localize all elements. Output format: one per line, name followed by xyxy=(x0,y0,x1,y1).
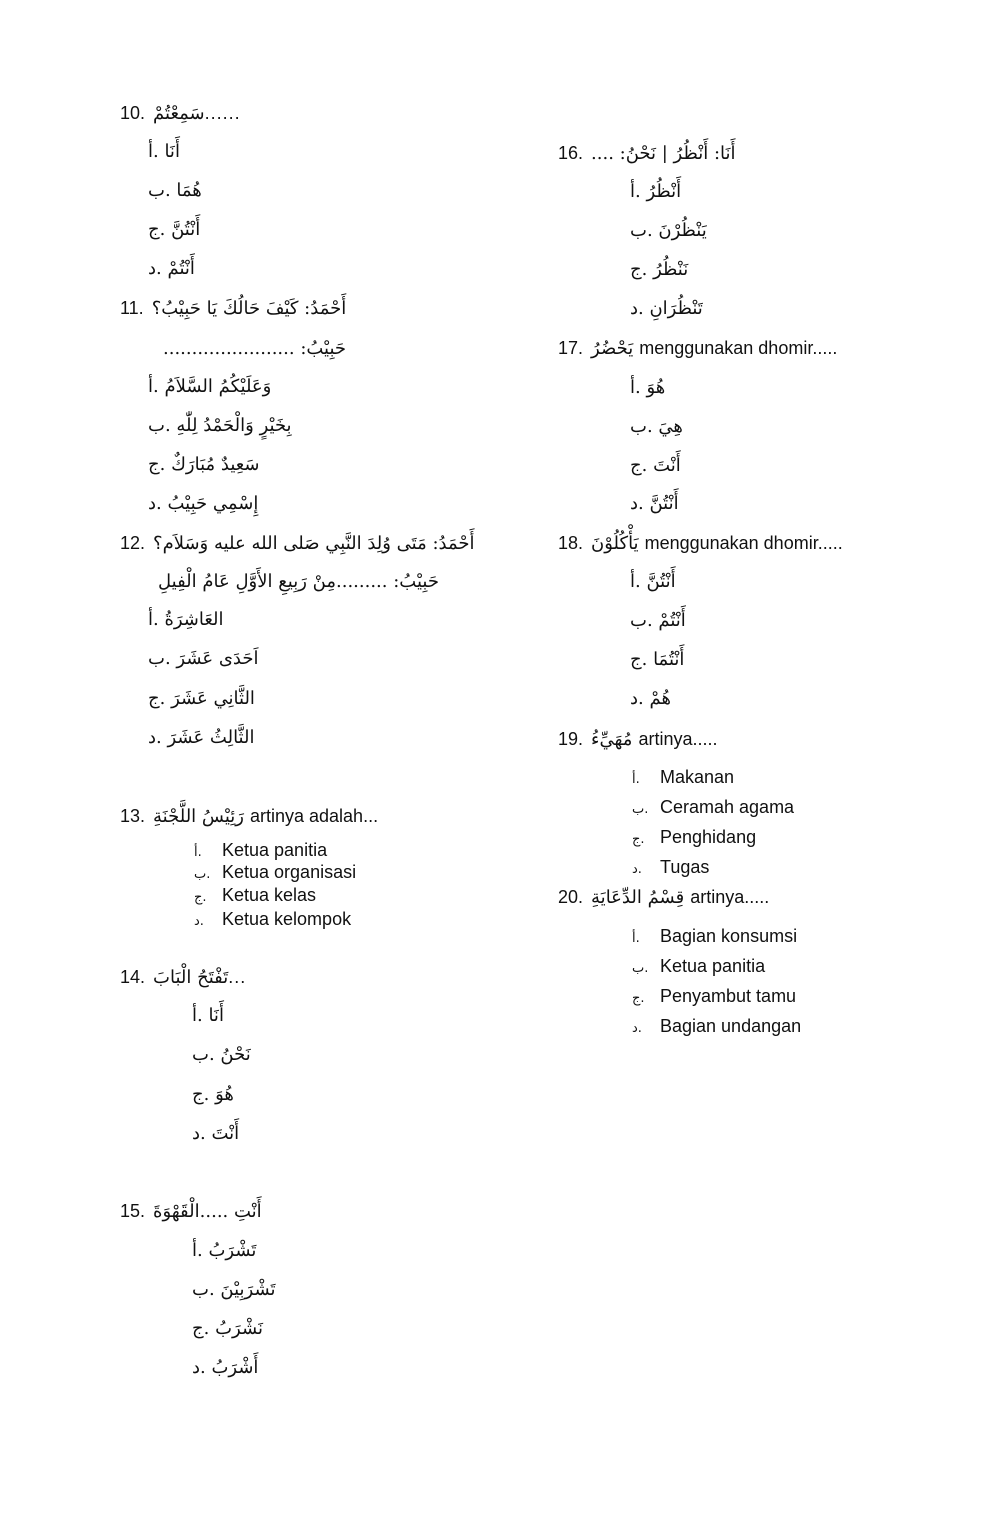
option-d[interactable]: تَنْظُرَانِ .د xyxy=(630,298,703,319)
option-b[interactable]: هِيَ .ب xyxy=(630,416,683,437)
option-marker: د. xyxy=(632,862,642,877)
question-12 xyxy=(120,533,475,554)
question-20 xyxy=(558,887,769,908)
option-c[interactable]: أَنْتُمَا .ج xyxy=(630,649,685,670)
option-text: Ceramah agama xyxy=(660,797,795,817)
question-number: 14. xyxy=(120,967,146,987)
question-line-2: حَبِيْبُ: .........مِنْ رَبِيعِ الأَوَّلِ عَامُ الْفِيلِ xyxy=(158,571,439,592)
question-17 xyxy=(558,338,837,359)
option-c[interactable]: سَعِيدٌ مُبَارَكٌ .ج xyxy=(148,454,260,475)
question-stem: أَنَا: أَنْظُرُ | نَحْنُ: .... xyxy=(591,143,736,164)
question-stem-latin: menggunakan dhomir..... xyxy=(639,338,838,358)
question-18 xyxy=(558,533,843,554)
option-b[interactable] xyxy=(632,797,794,818)
option-a[interactable]: تَشْرَبُ .أ xyxy=(192,1240,257,1261)
question-stem: تَفْتَحُ الْبَابَ xyxy=(153,967,229,988)
option-text: Penyambut tamu xyxy=(660,986,797,1006)
question-stem-latin: artinya..... xyxy=(690,887,770,907)
option-c[interactable]: نَشْرَبُ .ج xyxy=(192,1318,264,1339)
option-a[interactable]: هُوَ .أ xyxy=(630,377,666,398)
option-c[interactable] xyxy=(632,827,756,848)
question-number: 15. xyxy=(120,1201,146,1221)
question-stem: رَئِيْسُ اللَّجْنَةِ xyxy=(153,806,244,827)
option-marker: أ. xyxy=(632,931,640,946)
question-stem: أَنْتِ .....الْقَهْوَةَ xyxy=(153,1201,262,1222)
option-marker: ب. xyxy=(632,802,649,817)
option-text: Ketua panitia xyxy=(660,956,766,976)
question-number: 20. xyxy=(558,887,584,907)
option-a[interactable] xyxy=(194,840,327,861)
option-a[interactable]: العَاشِرَةُ .أ xyxy=(148,609,224,630)
question-number: 10. xyxy=(120,103,146,123)
question-stem: سَمِعْتُمْ xyxy=(153,103,205,124)
option-text: Makanan xyxy=(660,767,735,787)
option-c[interactable]: هُوَ .ج xyxy=(192,1084,234,1105)
option-text: Penghidang xyxy=(660,827,757,847)
option-d[interactable]: هُمْ .د xyxy=(630,688,671,709)
option-d[interactable] xyxy=(632,857,709,878)
option-text: Bagian konsumsi xyxy=(660,926,798,946)
question-number: 13. xyxy=(120,806,146,826)
option-a[interactable]: أَنْظُرُ .أ xyxy=(630,181,682,202)
option-text: Ketua organisasi xyxy=(222,862,357,882)
option-c[interactable] xyxy=(632,986,796,1007)
option-marker: د. xyxy=(632,1021,642,1036)
question-stem: يَحْضُرُ xyxy=(591,338,634,359)
option-text: Ketua kelas xyxy=(222,885,317,905)
option-b[interactable]: هُمَا .ب xyxy=(148,180,202,201)
option-d[interactable] xyxy=(194,909,351,930)
option-a[interactable]: أَنَا .أ xyxy=(148,141,180,162)
option-c[interactable]: أَنْتَ .ج xyxy=(630,455,681,476)
option-text: Bagian undangan xyxy=(660,1016,802,1036)
option-marker: ج. xyxy=(194,890,207,905)
question-10 xyxy=(120,103,241,124)
option-d[interactable]: أَنْتَ .د xyxy=(192,1123,240,1144)
question-number: 19. xyxy=(558,729,584,749)
question-stem: أَحْمَدُ: مَتَى وُلِدَ النَّبِي صَلى الله عليه وَسَلاَم؟ xyxy=(153,533,475,554)
option-b[interactable]: نَحْنُ .ب xyxy=(192,1044,251,1065)
option-text: Ketua panitia xyxy=(222,840,328,860)
question-number: 16. xyxy=(558,143,584,163)
option-a[interactable]: وَعَلَيْكُمُ السَّلاَمُ .أ xyxy=(148,376,272,397)
option-text: Ketua kelompok xyxy=(222,909,352,929)
option-a[interactable]: أَنْتُنَّ .أ xyxy=(630,571,676,592)
question-number: 18. xyxy=(558,533,584,553)
option-b[interactable] xyxy=(632,956,765,977)
question-blank: ...... xyxy=(204,103,241,123)
option-b[interactable]: بِخَيْرٍ وَالْحَمْدُ لِلّٰهِ .ب xyxy=(148,415,292,436)
option-d[interactable] xyxy=(632,1016,801,1037)
option-text: Tugas xyxy=(660,857,710,877)
option-c[interactable] xyxy=(194,885,316,906)
option-marker: أ. xyxy=(194,845,202,860)
question-16 xyxy=(558,143,736,164)
option-b[interactable]: اَحَدَى عَشَرَ .ب xyxy=(148,648,259,669)
question-stem: أَحْمَدُ: كَيْفَ حَالُكَ يَا حَبِيْبُ؟ xyxy=(151,298,347,319)
option-b[interactable]: أَنْتُمْ .ب xyxy=(630,610,686,631)
option-d[interactable]: الثَّالِثُ عَشَرَ .د xyxy=(148,727,255,748)
option-d[interactable]: أَنْتُنَّ .د xyxy=(630,493,679,514)
option-marker: ب. xyxy=(194,867,211,882)
question-11 xyxy=(120,298,346,319)
option-c[interactable]: الثَّانِي عَشَرَ .ج xyxy=(148,688,255,709)
option-d[interactable]: أَنْتُمْ .د xyxy=(148,258,195,279)
question-number: 12. xyxy=(120,533,146,553)
option-d[interactable]: إِسْمِي حَبِيْبُ .د xyxy=(148,493,259,514)
option-marker: ج. xyxy=(632,832,645,847)
option-marker: أ. xyxy=(632,772,640,787)
option-b[interactable]: تَشْرَبِيْنَ .ب xyxy=(192,1279,276,1300)
option-b[interactable] xyxy=(194,862,356,883)
question-blank: ... xyxy=(228,967,247,987)
question-stem: مُهَيِّءُ xyxy=(591,729,633,750)
question-13 xyxy=(120,806,378,827)
question-14 xyxy=(120,967,246,988)
option-c[interactable]: نَنْظُرُ .ج xyxy=(630,259,689,280)
question-stem-latin: artinya..... xyxy=(638,729,718,749)
option-marker: ب. xyxy=(632,961,649,976)
option-a[interactable]: أَنَا .أ xyxy=(192,1005,224,1026)
question-stem-latin: menggunakan dhomir..... xyxy=(644,533,843,553)
question-15 xyxy=(120,1201,262,1222)
option-b[interactable]: يَنْظُرْنَ .ب xyxy=(630,220,707,241)
question-number: 11. xyxy=(120,298,144,318)
option-c[interactable]: أَنْتُنَّ .ج xyxy=(148,219,201,240)
question-stem: قِسْمُ الدِّعَايَةِ xyxy=(591,887,685,908)
option-d[interactable]: أَشْرَبُ .د xyxy=(192,1357,259,1378)
option-a[interactable] xyxy=(632,926,797,947)
question-stem: يَأْكُلُوْنَ xyxy=(591,533,639,554)
question-line-2: حَبِيْبُ: ....................... xyxy=(163,338,347,359)
option-a[interactable] xyxy=(632,767,734,788)
option-marker: ج. xyxy=(632,991,645,1006)
question-number: 17. xyxy=(558,338,584,358)
question-19 xyxy=(558,729,717,750)
question-stem-latin: artinya adalah... xyxy=(249,806,379,826)
option-marker: د. xyxy=(194,914,204,929)
